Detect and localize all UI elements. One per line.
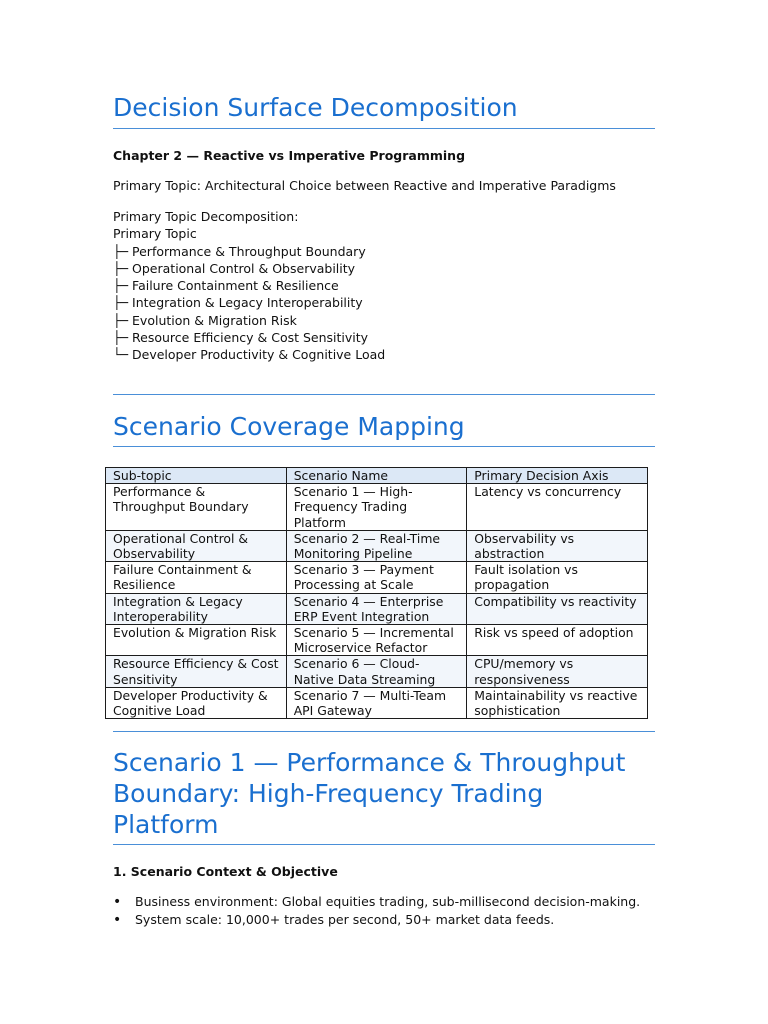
tree-item: └─ Developer Productivity & Cognitive Load [113,347,386,363]
table-cell: Fault isolation vs propagation [467,562,648,593]
table-row [106,562,648,593]
table-cell: Evolution & Migration Risk [106,625,287,656]
tree-item: ├─ Evolution & Migration Risk [113,312,297,328]
list-item [113,893,640,911]
table-cell: Scenario 3 — Payment Processing at Scale [286,562,467,593]
decomposition-tree [113,208,385,364]
table-cell: Scenario 5 — Incremental Microservice Refactor [286,625,467,656]
table-row [106,687,648,718]
tree-item: ├─ Failure Containment & Resilience [113,278,339,294]
table-cell: Scenario 1 — High-Frequency Trading Platform [286,484,467,531]
tree-item: ├─ Integration & Legacy Interoperability [113,295,363,311]
heading-line: Scenario 1 — Performance & Throughput [113,748,626,777]
table-cell: Developer Productivity & Cognitive Load [106,687,287,718]
heading-line: Boundary: High-Frequency Trading [113,779,544,808]
tree-item: ├─ Resource Efficiency & Cost Sensitivity [113,330,369,346]
subheading-context: 1. Scenario Context & Objective [113,864,338,879]
heading-scenario-coverage: Scenario Coverage Mapping [113,412,465,441]
table-cell: Compatibility vs reactivity [467,593,648,624]
table-cell: Maintainability vs reactive sophistication [467,687,648,718]
context-bullets [113,893,640,929]
heading-decision-surface: Decision Surface Decomposition [113,93,518,122]
table-header-row [106,468,648,484]
heading-rule [113,128,655,129]
table-cell: Risk vs speed of adoption [467,625,648,656]
list-item-text: System scale: 10,000+ trades per second, 50+ market data feeds. [135,912,555,927]
section-divider [113,394,655,395]
table-header-cell: Scenario Name [286,468,467,484]
tree-root: Primary Topic [113,226,197,242]
table-row [106,625,648,656]
table-cell: Failure Containment & Resilience [106,562,287,593]
table-cell: Resource Efficiency & Cost Sensitivity [106,656,287,687]
coverage-table [105,467,648,719]
decomposition-label: Primary Topic Decomposition: [113,209,299,224]
heading-rule [113,844,655,845]
table-row [106,530,648,561]
heading-line: Platform [113,810,219,839]
table-cell: Scenario 7 — Multi-Team API Gateway [286,687,467,718]
table-cell: Scenario 6 — Cloud-Native Data Streaming [286,656,467,687]
table-cell: Observability vs abstraction [467,530,648,561]
heading-scenario-1 [113,747,673,840]
bullet-icon: • [113,912,122,928]
section-divider [113,731,655,732]
table-cell: CPU/memory vs responsiveness [467,656,648,687]
table-header-cell: Sub-topic [106,468,287,484]
table-row [106,593,648,624]
list-item-text: Business environment: Global equities trading, sub-millisecond decision-making. [135,894,641,909]
table-cell: Scenario 2 — Real-Time Monitoring Pipeline [286,530,467,561]
list-item [113,911,640,929]
table-row [106,484,648,531]
table-cell: Operational Control & Observability [106,530,287,561]
heading-rule [113,446,655,447]
bullet-icon: • [113,894,122,910]
table-row [106,656,648,687]
chapter-title: Chapter 2 — Reactive vs Imperative Programming [113,148,466,163]
primary-topic: Primary Topic: Architectural Choice between Reactive and Imperative Paradigms [113,178,616,193]
tree-item: ├─ Performance & Throughput Boundary [113,243,366,259]
table-cell: Performance & Throughput Boundary [106,484,287,531]
table-cell: Integration & Legacy Interoperability [106,593,287,624]
tree-item: ├─ Operational Control & Observability [113,260,356,276]
table-header-cell: Primary Decision Axis [467,468,648,484]
table-cell: Latency vs concurrency [467,484,648,531]
table-cell: Scenario 4 — Enterprise ERP Event Integration [286,593,467,624]
